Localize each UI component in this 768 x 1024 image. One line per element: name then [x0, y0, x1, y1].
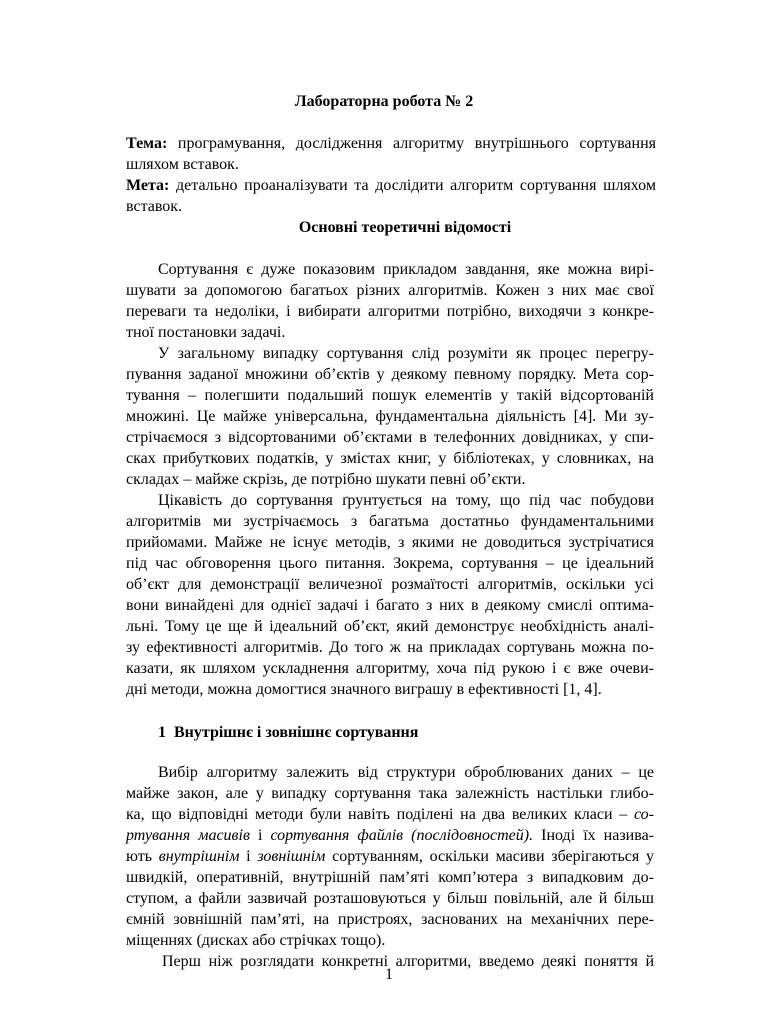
text-line: майже закон, але у випадку сортування така залежність настільки глибо-: [126, 785, 654, 802]
goal-text: детально проаналізувати та дослідити алгоритм сортування шляхом: [169, 177, 656, 194]
page-number: 1: [385, 966, 393, 983]
topic-label: Тема:: [126, 135, 168, 152]
text-run: ють: [126, 848, 159, 865]
text-line: Цікавість до сортування ґрунтується на тому, що під час побудови: [158, 492, 654, 509]
text-line: [126, 805, 654, 825]
paragraph-5-line: Перш ніж розглядати конкретні алгоритми, введемо деякі поняття й: [162, 953, 654, 970]
text-line: швидкій, оперативній, внутрішній пам’яті комп’ютера з випадковим до-: [126, 869, 654, 886]
goal-label: Мета:: [126, 177, 170, 194]
text-line: алгоритмів ми зустрічаємось з багатьма достатньо фундаментальними: [126, 513, 654, 530]
text-line: Вибір алгоритму залежить від структури оброблюваних даних – це: [158, 764, 654, 781]
text-line: шувати за допомогою багатьох різних алгоритмів. Кожен з них має свої: [126, 282, 654, 299]
text-run: і: [239, 848, 258, 865]
text-line: вони винайдені для однієї задачі і багато з них в деякому смислі оптима-: [126, 597, 654, 614]
text-line: складах – майже скрізь, де потрібно шукати певні об’єкти.: [126, 471, 526, 488]
theory-heading: Основні теоретичні відомості: [298, 219, 512, 236]
text-line: об’єкт для демонстрації величезної розмаїтості алгоритмів, оскільки усі: [126, 576, 654, 593]
text-run: і: [249, 827, 271, 844]
text-line: міщеннях (дисках або стрічках тощо).: [126, 932, 386, 949]
text-line: зу ефективності алгоритмів. До того ж на прикладах сортувань можна по-: [126, 639, 654, 656]
section-1-heading: 1 Внутрішнє і зовнішнє сортування: [158, 724, 419, 741]
text-line: [126, 847, 654, 867]
text-line: переваги та недоліки, і вибирати алгоритми потрібно, виходячи з конкре-: [126, 303, 654, 320]
goal-line-2: вставок.: [126, 198, 183, 215]
italic-term: ртування масивів: [126, 827, 250, 844]
goal-line-1: [126, 176, 656, 196]
topic-line-1: [126, 134, 656, 154]
text-line: ємній зовнішній пам’яті, на пристроях, заснованих на механічних пере-: [126, 911, 654, 928]
text-line: У загальному випадку сортування слід розуміти як процес перегру-: [158, 345, 654, 362]
text-line: тування – полегшити подальший пошук елементів у такій відсортованій: [126, 387, 654, 404]
italic-term: со-: [633, 806, 654, 823]
text-line: Сортування є дуже показовим прикладом завдання, яке можна вирі-: [158, 261, 654, 278]
text-run: ка, що відповідні методи були навіть поділені на два великих класи –: [126, 806, 634, 823]
text-line: тної постановки задачі.: [126, 324, 286, 341]
text-line: дні методи, можна домогтися значного виграшу в ефективності [1, 4].: [126, 681, 602, 698]
text-line: сках прибуткових податків, у змістах книг, у бібліотеках, у словниках, на: [126, 450, 654, 467]
text-line: [126, 826, 654, 846]
text-line: під час обговорення цього питання. Зокрема, сортування – це ідеальний: [126, 555, 654, 572]
page-title: Лабораторна робота № 2: [294, 93, 474, 110]
text-line: казати, як шляхом ускладнення алгоритму, хоча під рукою і є вже очеви-: [126, 660, 654, 677]
text-line: пування заданої множини об’єктів у деякому певному порядку. Мета сор-: [126, 366, 654, 383]
italic-term: внутрішнім: [158, 848, 240, 865]
text-line: стрічаємося з відсортованими об’єктами в телефонних довідниках, у спи-: [126, 429, 654, 446]
italic-term: зовнішнім: [257, 848, 326, 865]
text-line: льні. Тому це ще й ідеальний об’єкт, який демонструє необхідність аналі-: [126, 618, 654, 635]
text-run: Іноді їх назива-: [533, 827, 654, 844]
text-line: прийомами. Майже не існує методів, з якими не доводиться зустрічатися: [126, 534, 654, 551]
topic-text: програмування, дослідження алгоритму внутрішнього сортування: [167, 135, 656, 152]
topic-line-2: шляхом вставок.: [126, 156, 239, 173]
text-run: сортуванням, оскільки масиви зберігаються у: [325, 848, 654, 865]
italic-term: сортування файлів (послідовностей).: [270, 827, 534, 844]
text-line: множині. Це майже універсальна, фундаментальна діяльність [4]. Ми зу-: [126, 408, 654, 425]
text-line: ступом, а файли зазвичай розташовуються у більш повільній, але й більш: [126, 890, 654, 907]
